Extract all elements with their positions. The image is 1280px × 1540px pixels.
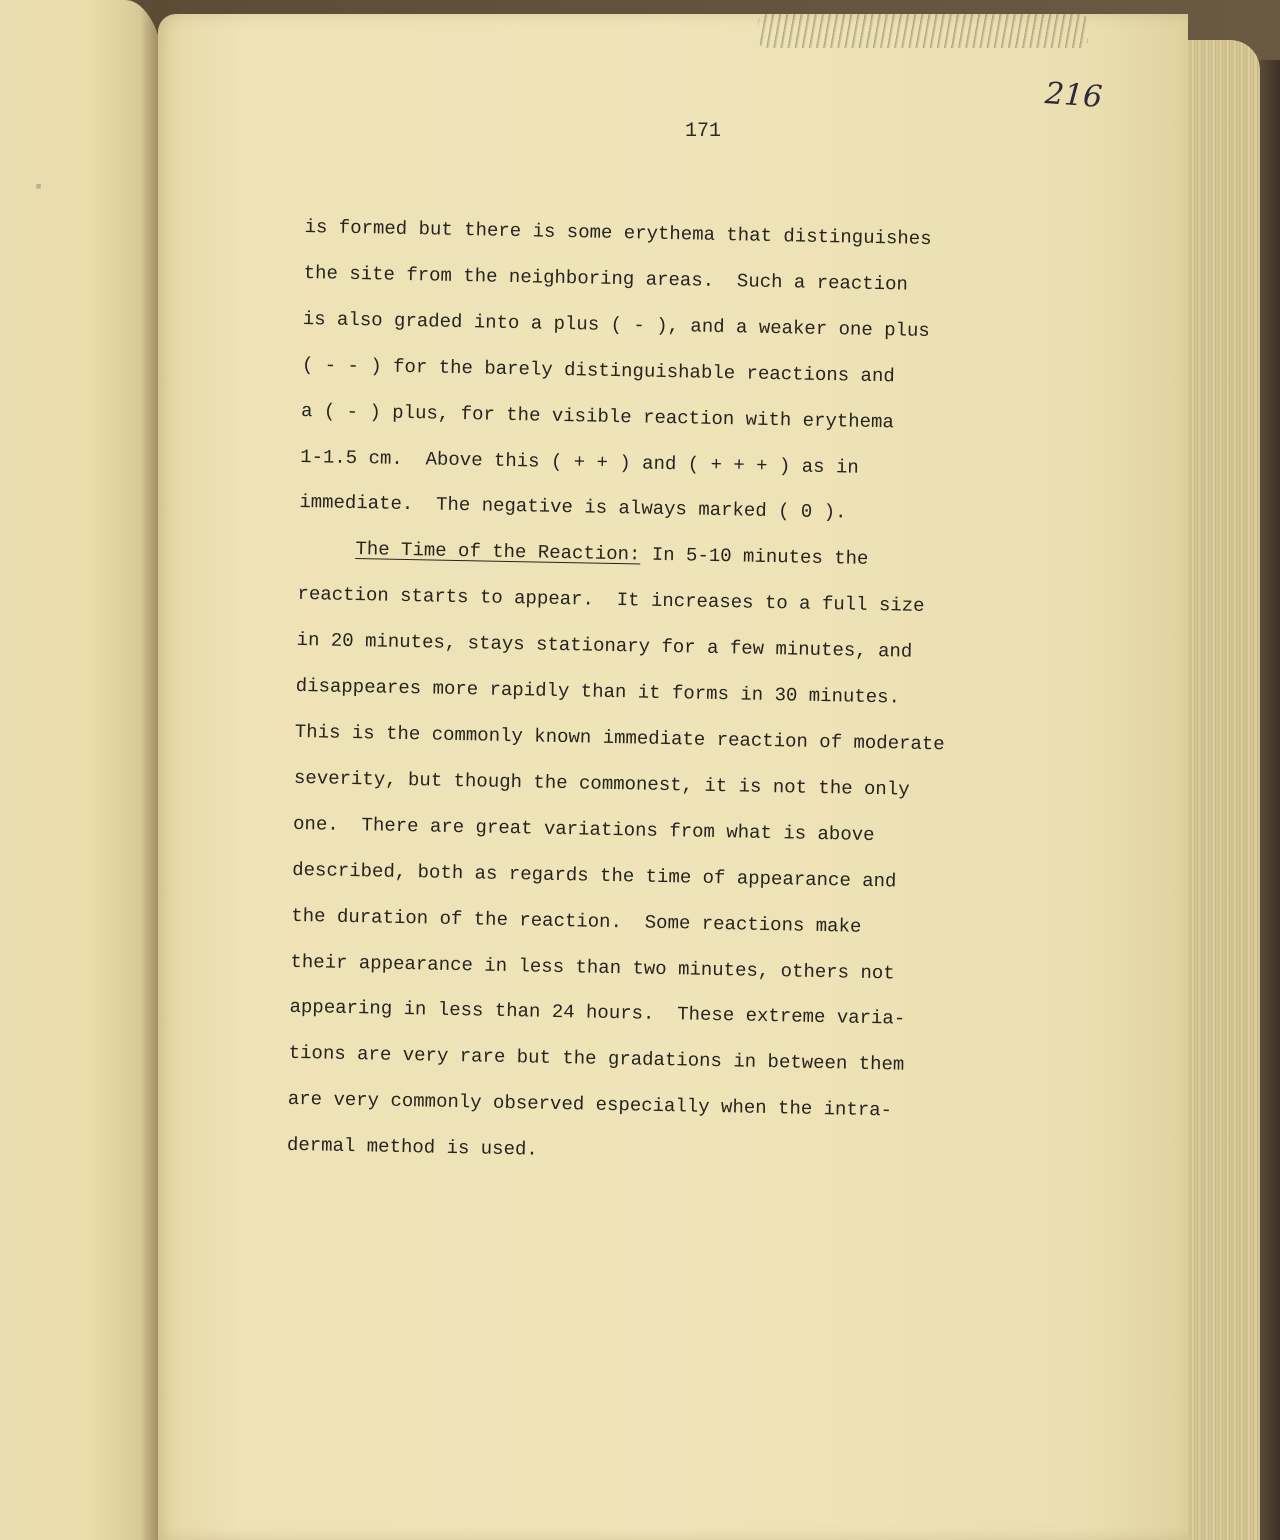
text-line: their appearance in less than two minutes, others not [290, 950, 895, 984]
handwritten-folio: 216 [1043, 76, 1104, 115]
text-line: severity, but though the commonest, it is not the only [293, 766, 910, 801]
text-line: disappeares more rapidly than it forms in 30 minutes. [295, 674, 901, 709]
text-line: is formed but there is some erythema that distinguishes [304, 215, 932, 251]
text-line: a ( - ) plus, for the visible reaction with erythema [300, 399, 895, 433]
text-line: is also graded into a plus ( - ), and a weaker one plus [302, 307, 931, 342]
text-line: 1-1.5 cm. Above this ( + + ) and ( + + + ) as in [299, 445, 859, 479]
text-line: described, both as regards the time of appearance and [292, 858, 897, 893]
text-line: appearing in less than 24 hours. These extreme varia- [289, 996, 906, 1031]
text-line: tions are very rare but the gradations in between them [288, 1042, 905, 1076]
page-number: 171 [685, 120, 722, 143]
heading-indent [298, 537, 355, 560]
text-line: one. There are great variations from what is above [292, 812, 875, 846]
text-line: reaction starts to appear. It increases to a full size [297, 583, 925, 618]
text-line: are very commonly observed especially when the intra- [287, 1088, 893, 1122]
text-line: immediate. The negative is always marked ( 0 ). [299, 491, 847, 524]
text-line: ( - - ) for the barely distinguishable reactions and [301, 353, 895, 388]
facing-page-edge-mark: ▪ [33, 178, 44, 198]
section-heading: The Time of the Reaction: [355, 538, 641, 566]
text-line: the duration of the reaction. Some reactions make [291, 904, 862, 938]
body-text [286, 205, 1094, 1184]
text-line: dermal method is used. [286, 1133, 538, 1161]
text-line: the site from the neighboring areas. Such a reaction [303, 261, 909, 296]
text-line: This is the commonly known immediate reaction of moderate [294, 720, 945, 756]
binding-threads [758, 14, 1088, 48]
heading-line-rest: In 5-10 minutes the [640, 543, 869, 571]
text-line: in 20 minutes, stays stationary for a few minutes, and [296, 629, 913, 663]
